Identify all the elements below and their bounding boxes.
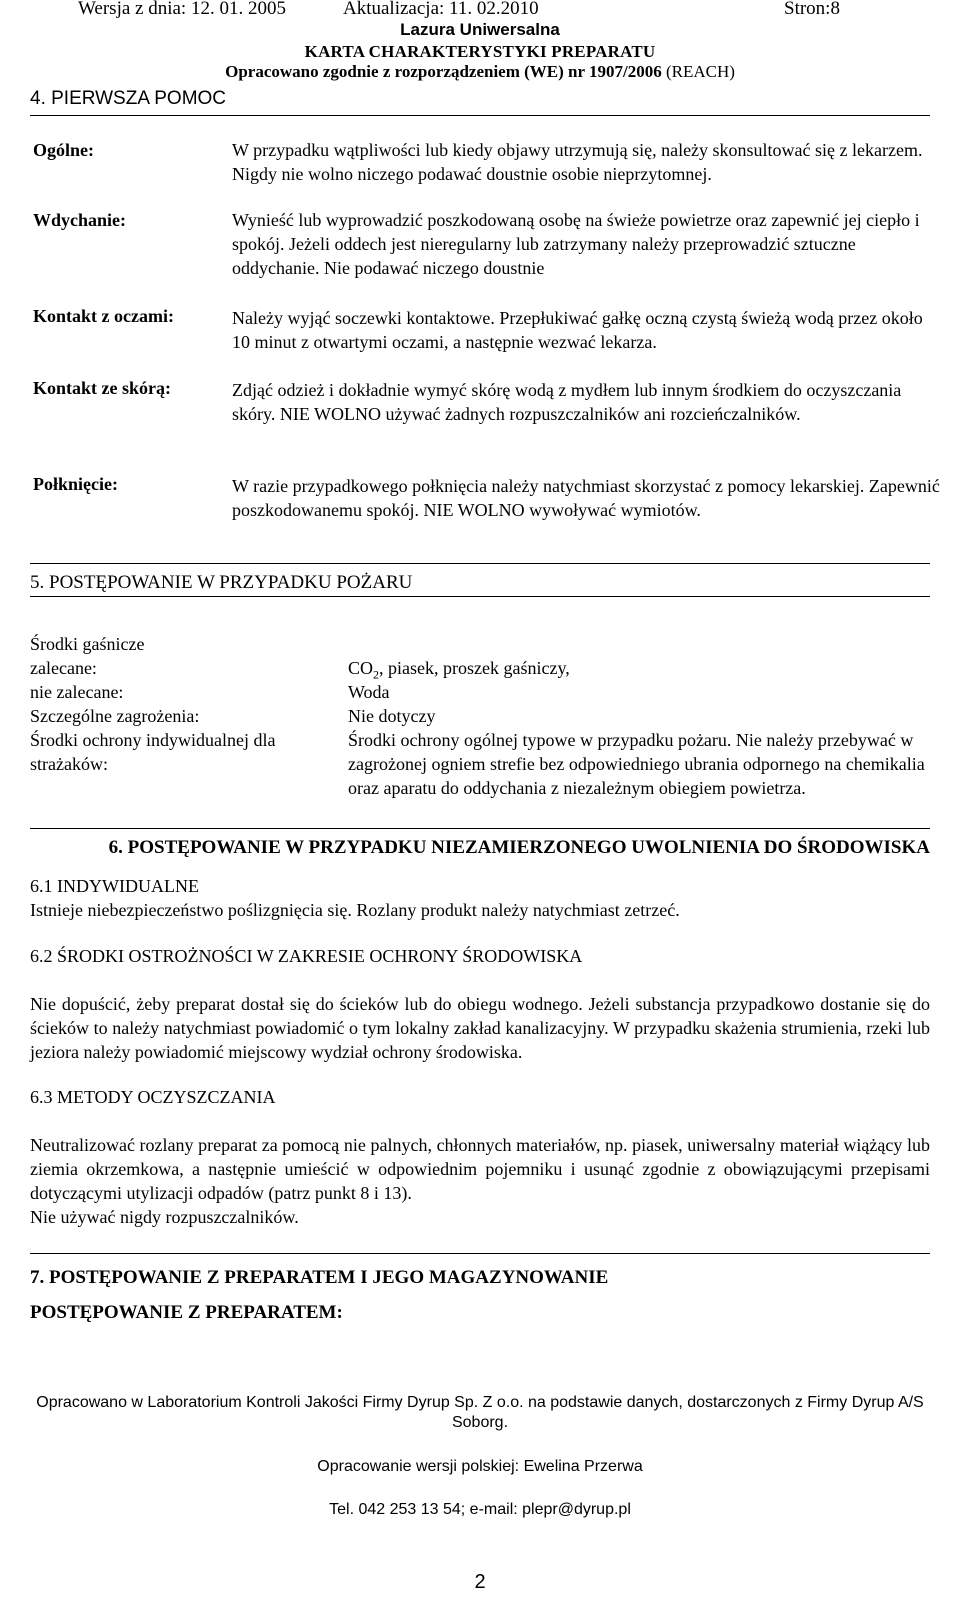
divider <box>30 596 930 597</box>
card-title: KARTA CHARAKTERYSTYKI PREPARATU <box>304 42 656 61</box>
first-aid-label-general: Ogólne: <box>33 140 94 160</box>
s63-title: 6.3 METODY OCZYSZCZANIA <box>30 1087 276 1107</box>
first-aid-text-ingestion: W razie przypadkowego połknięcia należy natychmiast skorzystać z pomocy lekarskiej. Zapewnić poszkodowanemu spokój. NIE WOLNO wywoływać wymiotów. <box>232 476 940 520</box>
divider <box>30 115 930 116</box>
product-name: Lazura Uniwersalna <box>400 20 560 39</box>
fire-value-protection: Środki ochrony ogólnej typowe w przypadku pożaru. Nie należy przebywać w zagrożonej ogniem strefie bez odpowiedniego ubrania odpornego na chemikalia oraz aparatu do oddychania z niezależnym obiegiem powietrza. <box>348 730 925 798</box>
s61-title: 6.1 INDYWIDUALNE <box>30 876 199 896</box>
divider <box>30 563 930 564</box>
regulation-bold: Opracowano zgodnie z rozporządzeniem (WE) nr 1907/2006 <box>225 62 662 81</box>
first-aid-text-general: W przypadku wątpliwości lub kiedy objawy utrzymują się, należy skonsultować się z lekarzem. Nigdy nie wolno niczego podawać doustnie osobie nieprzytomnej. <box>232 140 923 184</box>
section6-title: 6. POSTĘPOWANIE W PRZYPADKU NIEZAMIERZONEGO UWOLNIENIA DO ŚRODOWISKA <box>108 837 930 858</box>
fire-label-not-recommended: nie zalecane: <box>30 682 124 702</box>
fire-value-rest: , piasek, proszek gaśniczy, <box>379 658 570 678</box>
section5-title: 5. POSTĘPOWANIE W PRZYPADKU POŻARU <box>30 572 413 593</box>
section4-title: 4. PIERWSZA POMOC <box>30 88 227 109</box>
fire-label-recommended: zalecane: <box>30 658 97 678</box>
page-count: Stron:8 <box>784 0 840 19</box>
first-aid-label-eyes: Kontakt z oczami: <box>33 306 174 326</box>
page-number: 2 <box>474 1571 486 1593</box>
update-date: Aktualizacja: 11. 02.2010 <box>343 0 539 19</box>
fire-value-not-recommended: Woda <box>348 682 390 702</box>
s63-text: Neutralizować rozlany preparat za pomocą nie palnych, chłonnych materiałów, np. piasek, uniwersalny materiał wiążący lub ziemia okrzemkowa, a następnie umieścić w odpowiednim pojemniku i usunąć zgodnie z obowiązującymi przepisami dotyczącymi utylizacji odpadów (patrz punkt 8 i 13). <box>30 1135 930 1203</box>
fire-value-sub: 2 <box>373 667 380 682</box>
s63-text-2: Nie używać nigdy rozpuszczalników. <box>30 1207 299 1227</box>
first-aid-text-eyes: Należy wyjąć soczewki kontaktowe. Przepłukiwać gałkę oczną czystą świeżą wodą przez około 10 minut z otwartymi oczami, a następnie wezwać lekarza. <box>232 308 923 352</box>
first-aid-label-ingestion: Połknięcie: <box>33 474 118 494</box>
regulation-line <box>0 62 960 82</box>
first-aid-label-inhalation: Wdychanie: <box>33 210 127 230</box>
footer-line3: Tel. 042 253 13 54; e-mail: plepr@dyrup.pl <box>329 1501 631 1518</box>
divider <box>30 828 930 829</box>
first-aid-label-skin: Kontakt ze skórą: <box>33 378 171 398</box>
fire-value-hazards: Nie dotyczy <box>348 706 436 726</box>
fire-intro-label: Środki gaśnicze <box>30 634 145 654</box>
footer-line1: Opracowano w Laboratorium Kontroli Jakości Firmy Dyrup Sp. Z o.o. na podstawie danych, dostarczonych z Firmy Dyrup A/S Soborg. <box>36 1394 924 1431</box>
first-aid-text-skin: Zdjąć odzież i dokładnie wymyć skórę wodą z mydłem lub innym środkiem do oczyszczania skóry. NIE WOLNO używać żadnych rozpuszczalników ani rozcieńczalników. <box>232 380 902 424</box>
section7-title: 7. POSTĘPOWANIE Z PREPARATEM I JEGO MAGAZYNOWANIE <box>30 1267 609 1288</box>
s62-text: Nie dopuścić, żeby preparat dostał się do ścieków lub do obiegu wodnego. Jeżeli substancja przypadkowo dostanie się do ścieków to należy natychmiast powiadomić o tym lokalny zakład kanalizacyjny. W przypadku skażenia strumienia, rzeki lub jeziora należy powiadomić miejscowy wydział ochrony środowiska. <box>30 994 930 1062</box>
footer-line2: Opracowanie wersji polskiej: Ewelina Przerwa <box>317 1458 643 1475</box>
divider <box>30 1253 930 1254</box>
fire-label-hazards: Szczególne zagrożenia: <box>30 706 200 726</box>
fire-label-protection: Środki ochrony indywidualnej dla strażaków: <box>30 730 276 774</box>
section7-subtitle: POSTĘPOWANIE Z PREPARATEM: <box>30 1302 343 1323</box>
regulation-normal: (REACH) <box>661 62 735 81</box>
s62-title: 6.2 ŚRODKI OSTROŻNOŚCI W ZAKRESIE OCHRONY ŚRODOWISKA <box>30 946 583 966</box>
first-aid-text-inhalation: Wynieść lub wyprowadzić poszkodowaną osobę na świeże powietrze oraz zapewnić jej ciepło i spokój. Jeżeli oddech jest nieregularny lub zatrzymany należy przeprowadzić sztuczne oddychanie. Nie podawać niczego doustnie <box>232 210 920 278</box>
s61-text: Istnieje niebezpieczeństwo poślizgnięcia się. Rozlany produkt należy natychmiast zetrzeć. <box>30 900 680 920</box>
fire-value-co: CO <box>348 658 374 678</box>
version-date: Wersja z dnia: 12. 01. 2005 <box>78 0 286 19</box>
